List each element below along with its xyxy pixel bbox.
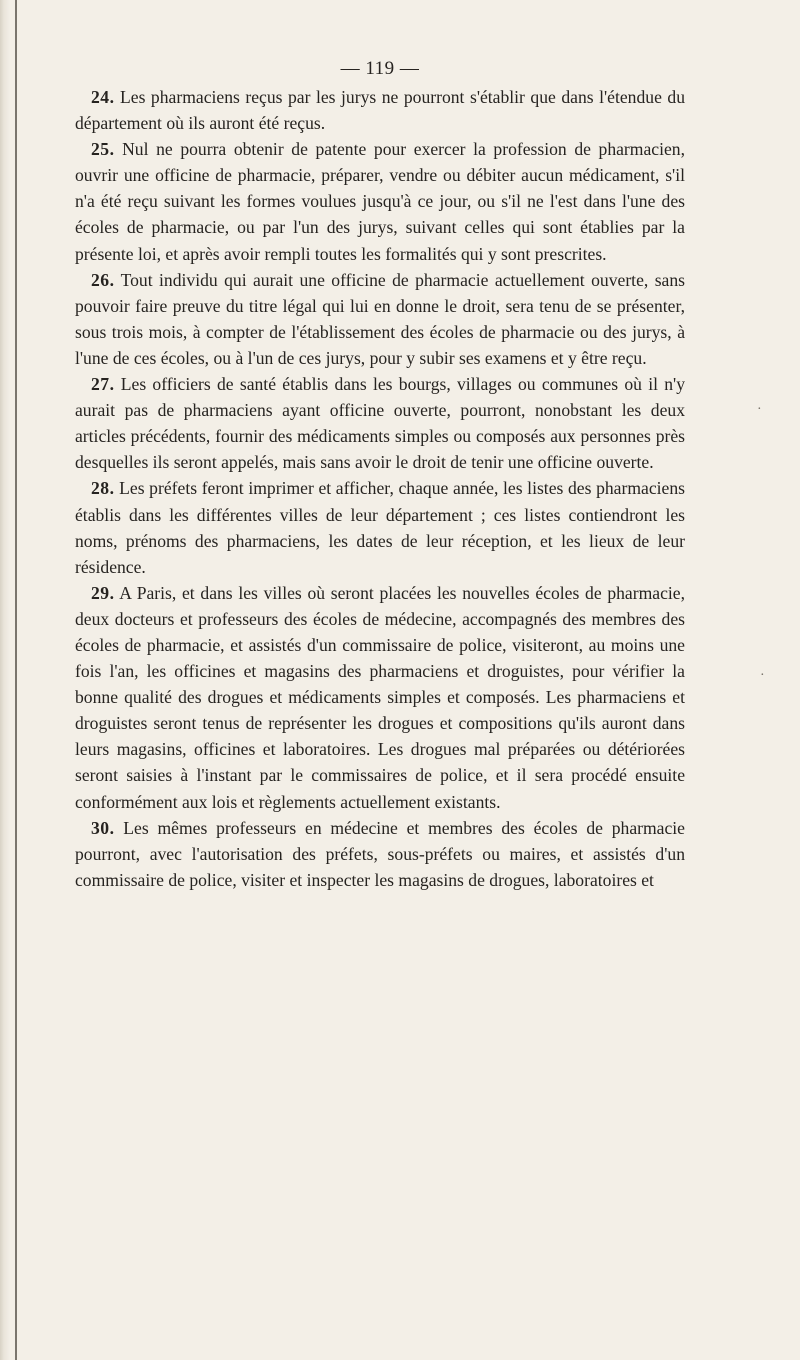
article-text: Les préfets feront imprimer et afficher, chaque année, les listes des pharmaciens établis dans les différentes villes de leur département ; ces listes contiendront les noms, prénoms des pharmaciens, les dates de leur réception, et les lieux de leur résidence.: [75, 478, 685, 577]
article-25: [75, 136, 685, 266]
margin-speck: ·: [757, 402, 762, 417]
binding-line: [15, 0, 17, 1360]
page-edge-shadow: [0, 0, 10, 1360]
article-28: [75, 475, 685, 579]
article-number: 29.: [91, 582, 115, 603]
article-number: 27.: [91, 374, 115, 395]
article-text: Les officiers de santé établis dans les bourgs, villages ou communes où il n'y aurait pas de pharmaciens ayant officine ouverte, pourront, nonobstant les deux articles précédents, fournir des médicaments simples ou composés aux personnes près desquelles ils seront appelés, mais sans avoir le droit de tenir une officine ouverte.: [75, 374, 685, 473]
article-29: [75, 580, 685, 815]
article-number: 26.: [91, 269, 115, 290]
document-page: [75, 58, 685, 893]
article-number: 30.: [91, 817, 115, 838]
article-text: Nul ne pourra obtenir de patente pour exercer la profession de pharmacien, ouvrir une officine de pharmacie, préparer, vendre ou débiter aucun médicament, s'il n'a été reçu suivant les formes voulues jusqu'à ce jour, ou s'il ne l'est dans l'une des écoles de pharmacie, ou par l'un des jurys, suivant celles qui sont établies par la présente loi, et après avoir rempli toutes les formalités qui y sont prescrites.: [75, 139, 685, 264]
margin-speck: ·: [760, 668, 765, 683]
article-text: Les pharmaciens reçus par les jurys ne pourront s'établir que dans l'étendue du département où ils auront été reçus.: [75, 87, 685, 134]
article-number: 28.: [91, 478, 115, 499]
article-27: [75, 371, 685, 475]
article-text: A Paris, et dans les villes où seront placées les nouvelles écoles de pharmacie, deux docteurs et professeurs des écoles de médecine, accompagnés des membres des écoles de pharmacie, et assistés d'un commissaire de police, visiteront, au moins une fois l'an, les officines et magasins des pharmaciens et droguistes, pour vérifier la bonne qualité des drogues et médicaments simples et composés. Les pharmaciens et droguistes seront tenus de représenter les drogues et compositions qu'ils auront dans leurs magasins, officines et laboratoires. Les drogues mal préparées ou détériorées seront saisies à l'instant par le commissaires de police, et il sera procédé ensuite conformément aux lois et règlements actuellement existants.: [75, 582, 685, 812]
article-text: Tout individu qui aurait une officine de pharmacie actuellement ouverte, sans pouvoir faire preuve du titre légal qui lui en donne le droit, sera tenu de se présenter, sous trois mois, à compter de l'établissement des écoles de pharmacie ou des jurys, à l'une de ces écoles, ou à l'un de ces jurys, pour y subir ses examens et y être reçu.: [75, 269, 685, 368]
article-number: 24.: [91, 87, 115, 107]
article-30: [75, 815, 685, 893]
article-number: 25.: [91, 139, 115, 160]
article-24: [75, 84, 685, 136]
article-26: [75, 267, 685, 371]
article-text: Les mêmes professeurs en médecine et membres des écoles de pharmacie pourront, avec l'autorisation des préfets, sous-préfets ou maires, et assistés d'un commissaire de police, visiter et inspecter les magasins de drogues, laboratoires et: [75, 817, 685, 890]
page-number: — 119 —: [340, 58, 420, 79]
